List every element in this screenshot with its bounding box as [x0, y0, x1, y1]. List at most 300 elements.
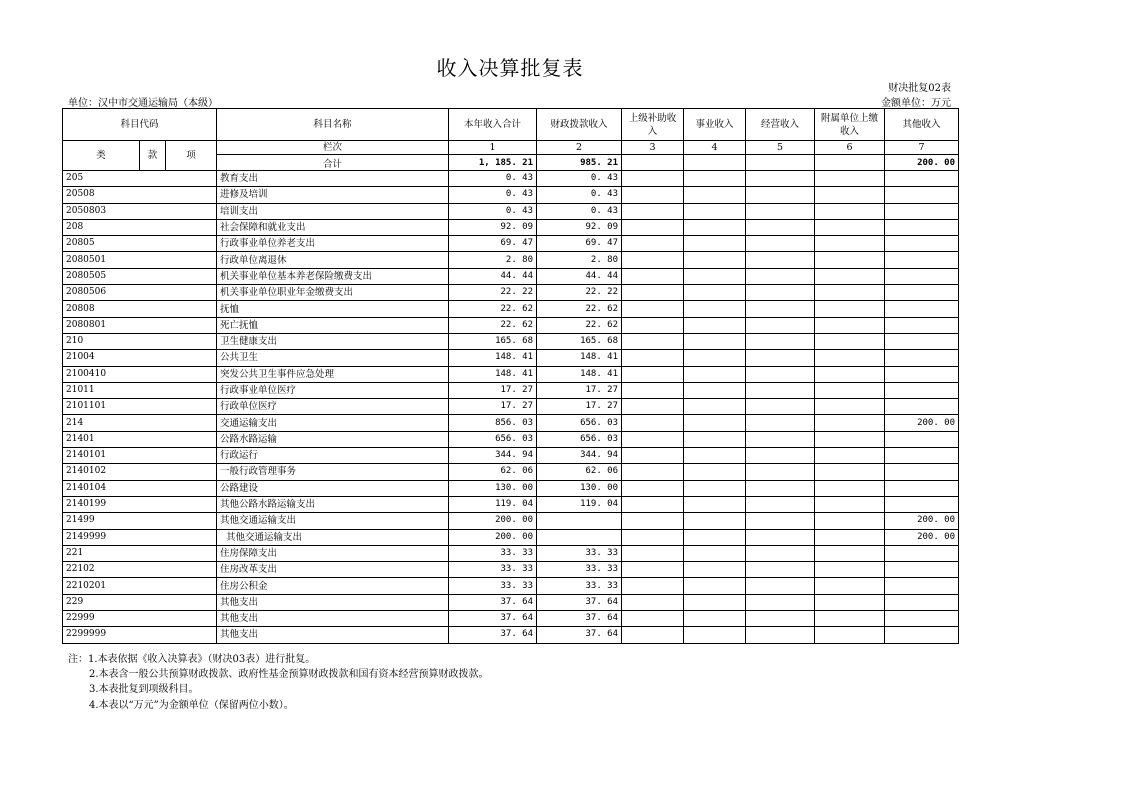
value-cell-col-4 — [684, 187, 746, 203]
note-3: 3.本表批复到项级科目。 — [89, 684, 199, 696]
value-cell-col-7 — [885, 203, 959, 219]
value-cell-col-3 — [622, 171, 684, 187]
value-cell-col-7 — [885, 431, 959, 447]
value-cell-col-2 — [537, 529, 622, 545]
table-row — [63, 496, 959, 512]
total-value-4 — [684, 155, 746, 171]
value-cell-col-2: 17. 27 — [537, 399, 622, 415]
table-row — [63, 317, 959, 333]
subject-code-cell: 20805 — [63, 236, 217, 252]
table-row — [63, 171, 959, 187]
value-cell-col-5 — [746, 350, 815, 366]
value-cell-col-3 — [622, 431, 684, 447]
value-cell-col-4 — [684, 513, 746, 529]
value-cell-col-3 — [622, 529, 684, 545]
value-cell-col-5 — [746, 268, 815, 284]
value-cell-col-6 — [815, 171, 885, 187]
value-cell-col-6 — [815, 464, 885, 480]
value-cell-col-6 — [815, 301, 885, 317]
table-row — [63, 252, 959, 268]
value-cell-col-6 — [815, 480, 885, 496]
value-cell-col-7 — [885, 236, 959, 252]
value-cell-col-7 — [885, 545, 959, 561]
value-cell-col-3 — [622, 562, 684, 578]
value-cell-col-4 — [684, 415, 746, 431]
value-cell-col-5 — [746, 594, 815, 610]
value-cell-col-5 — [746, 496, 815, 512]
value-cell-col-7 — [885, 480, 959, 496]
value-cell-col-6 — [815, 203, 885, 219]
value-cell-col-7 — [885, 464, 959, 480]
report-title: 收入决算批复表 — [436, 56, 584, 80]
value-cell-col-7 — [885, 382, 959, 398]
value-cell-col-3 — [622, 301, 684, 317]
value-cell-col-5 — [746, 578, 815, 594]
value-cell-col-2: 69. 47 — [537, 236, 622, 252]
table-row — [63, 464, 959, 480]
value-cell-col-6 — [815, 399, 885, 415]
total-value-1: 1, 185. 21 — [449, 155, 537, 171]
subject-name-cell: 住房保障支出 — [217, 545, 449, 561]
value-cell-col-6 — [815, 529, 885, 545]
note-4: 4.本表以“万元”为金额单位（保留两位小数）。 — [89, 699, 294, 711]
total-value-6 — [815, 155, 885, 171]
table-row — [63, 285, 959, 301]
value-cell-col-2: 656. 03 — [537, 415, 622, 431]
col-num-2: 2 — [537, 141, 622, 155]
subject-code-cell: 2050803 — [63, 203, 217, 219]
value-cell-col-3 — [622, 187, 684, 203]
value-cell-col-5 — [746, 562, 815, 578]
subject-code-cell: 2080501 — [63, 252, 217, 268]
value-cell-col-3 — [622, 448, 684, 464]
subject-name-cell: 行政事业单位养老支出 — [217, 236, 449, 252]
note-1: 注：1.本表依据《收入决算表》（财决03表）进行批复。 — [68, 654, 316, 665]
value-cell-col-5 — [746, 415, 815, 431]
subject-code-cell: 205 — [63, 171, 217, 187]
value-cell-col-1: 119. 04 — [449, 496, 537, 512]
subject-name-cell: 抚恤 — [217, 301, 449, 317]
value-cell-col-1: 62. 06 — [449, 464, 537, 480]
value-cell-col-7 — [885, 285, 959, 301]
value-cell-col-7: 200. 00 — [885, 529, 959, 545]
value-cell-col-6 — [815, 562, 885, 578]
value-cell-col-4 — [684, 219, 746, 235]
value-cell-col-6 — [815, 513, 885, 529]
table-row — [63, 301, 959, 317]
header-total-income: 本年收入合计 — [449, 109, 537, 141]
value-cell-col-6 — [815, 578, 885, 594]
subject-name-cell: 行政运行 — [217, 448, 449, 464]
subject-code-cell: 2140101 — [63, 448, 217, 464]
table-row — [63, 578, 959, 594]
col-num-5: 5 — [746, 141, 815, 155]
value-cell-col-2: 62. 06 — [537, 464, 622, 480]
header-section: 款 — [140, 141, 166, 171]
subject-name-cell: 其他支出 — [217, 611, 449, 627]
subject-name-cell: 突发公共卫生事件应急处理 — [217, 366, 449, 382]
value-cell-col-3 — [622, 382, 684, 398]
value-cell-col-4 — [684, 529, 746, 545]
value-cell-col-4 — [684, 171, 746, 187]
subject-name-cell: 其他支出 — [217, 627, 449, 643]
table-row — [63, 219, 959, 235]
value-cell-col-1: 22. 62 — [449, 301, 537, 317]
subject-code-cell: 22999 — [63, 611, 217, 627]
value-cell-col-4 — [684, 496, 746, 512]
value-cell-col-5 — [746, 171, 815, 187]
value-cell-col-3 — [622, 236, 684, 252]
header-institution-income: 事业收入 — [684, 109, 746, 141]
value-cell-col-5 — [746, 187, 815, 203]
value-cell-col-6 — [815, 448, 885, 464]
header-column-order: 栏次 — [217, 141, 449, 155]
value-cell-col-2: 37. 64 — [537, 594, 622, 610]
value-cell-col-3 — [622, 285, 684, 301]
value-cell-col-2: 44. 44 — [537, 268, 622, 284]
subject-code-cell: 221 — [63, 545, 217, 561]
value-cell-col-3 — [622, 611, 684, 627]
value-cell-col-5 — [746, 399, 815, 415]
value-cell-col-5 — [746, 545, 815, 561]
table-row — [63, 627, 959, 643]
value-cell-col-1: 344. 94 — [449, 448, 537, 464]
value-cell-col-7 — [885, 350, 959, 366]
value-cell-col-5 — [746, 382, 815, 398]
value-cell-col-1: 0. 43 — [449, 187, 537, 203]
subject-code-cell: 21401 — [63, 431, 217, 447]
table-row — [63, 399, 959, 415]
value-cell-col-4 — [684, 382, 746, 398]
value-cell-col-4 — [684, 448, 746, 464]
subject-code-cell: 2140199 — [63, 496, 217, 512]
value-cell-col-1: 33. 33 — [449, 545, 537, 561]
value-cell-col-7: 200. 00 — [885, 415, 959, 431]
value-cell-col-7 — [885, 366, 959, 382]
value-cell-col-2: 344. 94 — [537, 448, 622, 464]
value-cell-col-3 — [622, 252, 684, 268]
table-row — [63, 268, 959, 284]
table-row — [63, 415, 959, 431]
value-cell-col-4 — [684, 627, 746, 643]
value-cell-col-1: 148. 41 — [449, 350, 537, 366]
value-cell-col-5 — [746, 513, 815, 529]
value-cell-col-2: 119. 04 — [537, 496, 622, 512]
value-cell-col-6 — [815, 611, 885, 627]
value-cell-col-5 — [746, 464, 815, 480]
table-row — [63, 382, 959, 398]
header-superior-subsidy: 上级补助收入 — [622, 109, 684, 141]
value-cell-col-7 — [885, 611, 959, 627]
value-cell-col-5 — [746, 611, 815, 627]
value-cell-col-2: 148. 41 — [537, 366, 622, 382]
value-cell-col-3 — [622, 317, 684, 333]
value-cell-col-4 — [684, 285, 746, 301]
subject-name-cell: 公共卫生 — [217, 350, 449, 366]
value-cell-col-1: 37. 64 — [449, 627, 537, 643]
value-cell-col-7 — [885, 578, 959, 594]
subject-code-cell: 2140104 — [63, 480, 217, 496]
value-cell-col-4 — [684, 545, 746, 561]
value-cell-col-7 — [885, 496, 959, 512]
value-cell-col-5 — [746, 236, 815, 252]
value-cell-col-1: 44. 44 — [449, 268, 537, 284]
table-row — [63, 366, 959, 382]
value-cell-col-4 — [684, 317, 746, 333]
value-cell-col-7: 200. 00 — [885, 513, 959, 529]
currency-unit: 金额单位：万元 — [881, 98, 951, 109]
value-cell-col-3 — [622, 545, 684, 561]
value-cell-col-3 — [622, 496, 684, 512]
subject-code-cell: 2101101 — [63, 399, 217, 415]
value-cell-col-1: 33. 33 — [449, 562, 537, 578]
value-cell-col-3 — [622, 464, 684, 480]
value-cell-col-3 — [622, 578, 684, 594]
value-cell-col-3 — [622, 219, 684, 235]
value-cell-col-3 — [622, 415, 684, 431]
col-num-6: 6 — [815, 141, 885, 155]
subject-code-cell: 20808 — [63, 301, 217, 317]
col-num-7: 7 — [885, 141, 959, 155]
table-row — [63, 529, 959, 545]
subject-name-cell: 社会保障和就业支出 — [217, 219, 449, 235]
value-cell-col-4 — [684, 562, 746, 578]
value-cell-col-4 — [684, 203, 746, 219]
value-cell-col-6 — [815, 268, 885, 284]
table-row — [63, 611, 959, 627]
value-cell-col-7 — [885, 448, 959, 464]
value-cell-col-3 — [622, 333, 684, 349]
value-cell-col-4 — [684, 480, 746, 496]
value-cell-col-6 — [815, 333, 885, 349]
value-cell-col-5 — [746, 317, 815, 333]
value-cell-col-1: 69. 47 — [449, 236, 537, 252]
value-cell-col-1: 92. 09 — [449, 219, 537, 235]
value-cell-col-5 — [746, 529, 815, 545]
subject-name-cell: 行政事业单位医疗 — [217, 382, 449, 398]
subject-name-cell: 机关事业单位职业年金缴费支出 — [217, 285, 449, 301]
subject-name-cell: 行政单位离退休 — [217, 252, 449, 268]
subject-code-cell: 2080505 — [63, 268, 217, 284]
value-cell-col-7 — [885, 627, 959, 643]
value-cell-col-6 — [815, 350, 885, 366]
value-cell-col-2: 22. 22 — [537, 285, 622, 301]
subject-code-cell: 208 — [63, 219, 217, 235]
table-row — [63, 594, 959, 610]
value-cell-col-4 — [684, 578, 746, 594]
value-cell-col-5 — [746, 448, 815, 464]
value-cell-col-4 — [684, 431, 746, 447]
value-cell-col-1: 2. 80 — [449, 252, 537, 268]
total-value-2: 985. 21 — [537, 155, 622, 171]
subject-name-cell: 公路水路运输 — [217, 431, 449, 447]
value-cell-col-1: 656. 03 — [449, 431, 537, 447]
table-row — [63, 431, 959, 447]
subject-name-cell: 行政单位医疗 — [217, 399, 449, 415]
subject-name-cell: 培训支出 — [217, 203, 449, 219]
value-cell-col-5 — [746, 252, 815, 268]
subject-name-cell: 其他交通运输支出 — [217, 529, 449, 545]
value-cell-col-1: 148. 41 — [449, 366, 537, 382]
value-cell-col-1: 22. 22 — [449, 285, 537, 301]
value-cell-col-7 — [885, 219, 959, 235]
value-cell-col-5 — [746, 285, 815, 301]
subject-code-cell: 2140102 — [63, 464, 217, 480]
subject-code-cell: 21004 — [63, 350, 217, 366]
value-cell-col-5 — [746, 366, 815, 382]
value-cell-col-6 — [815, 496, 885, 512]
value-cell-col-2: 0. 43 — [537, 187, 622, 203]
header-operating-income: 经营收入 — [746, 109, 815, 141]
value-cell-col-5 — [746, 431, 815, 447]
subject-name-cell: 住房公积金 — [217, 578, 449, 594]
subject-code-cell: 229 — [63, 594, 217, 610]
table-row — [63, 187, 959, 203]
col-num-1: 1 — [449, 141, 537, 155]
value-cell-col-1: 0. 43 — [449, 203, 537, 219]
header-fiscal-allocation: 财政拨款收入 — [537, 109, 622, 141]
subject-code-cell: 2210201 — [63, 578, 217, 594]
subject-name-cell: 卫生健康支出 — [217, 333, 449, 349]
value-cell-col-4 — [684, 333, 746, 349]
value-cell-col-2: 33. 33 — [537, 545, 622, 561]
value-cell-col-5 — [746, 301, 815, 317]
value-cell-col-7 — [885, 171, 959, 187]
value-cell-col-6 — [815, 382, 885, 398]
subject-name-cell: 一般行政管理事务 — [217, 464, 449, 480]
table-row — [63, 513, 959, 529]
value-cell-col-5 — [746, 480, 815, 496]
table-row — [63, 448, 959, 464]
value-cell-col-1: 37. 64 — [449, 594, 537, 610]
reporting-unit: 单位：汉中市交通运输局（本级） — [68, 98, 218, 109]
value-cell-col-7 — [885, 399, 959, 415]
value-cell-col-4 — [684, 399, 746, 415]
value-cell-col-7 — [885, 252, 959, 268]
value-cell-col-2 — [537, 513, 622, 529]
subject-name-cell: 其他公路水路运输支出 — [217, 496, 449, 512]
total-value-3 — [622, 155, 684, 171]
value-cell-col-6 — [815, 431, 885, 447]
header-other-income: 其他收入 — [885, 109, 959, 141]
subject-code-cell: 214 — [63, 415, 217, 431]
value-cell-col-4 — [684, 268, 746, 284]
subject-name-cell: 教育支出 — [217, 171, 449, 187]
value-cell-col-6 — [815, 594, 885, 610]
value-cell-col-2: 33. 33 — [537, 562, 622, 578]
value-cell-col-2: 37. 64 — [537, 611, 622, 627]
value-cell-col-1: 22. 62 — [449, 317, 537, 333]
value-cell-col-7 — [885, 301, 959, 317]
table-row — [63, 333, 959, 349]
subject-code-cell: 2299999 — [63, 627, 217, 643]
value-cell-col-4 — [684, 366, 746, 382]
value-cell-col-2: 17. 27 — [537, 382, 622, 398]
value-cell-col-7 — [885, 333, 959, 349]
value-cell-col-6 — [815, 285, 885, 301]
form-number: 财决批复02表 — [888, 83, 951, 94]
table-row — [63, 545, 959, 561]
table-row — [63, 236, 959, 252]
value-cell-col-4 — [684, 236, 746, 252]
subject-name-cell: 进修及培训 — [217, 187, 449, 203]
subject-code-cell: 2080506 — [63, 285, 217, 301]
value-cell-col-2: 22. 62 — [537, 301, 622, 317]
value-cell-col-2: 92. 09 — [537, 219, 622, 235]
value-cell-col-5 — [746, 203, 815, 219]
value-cell-col-2: 37. 64 — [537, 627, 622, 643]
value-cell-col-4 — [684, 301, 746, 317]
value-cell-col-3 — [622, 399, 684, 415]
subject-name-cell: 其他支出 — [217, 594, 449, 610]
col-num-4: 4 — [684, 141, 746, 155]
value-cell-col-3 — [622, 268, 684, 284]
col-num-3: 3 — [622, 141, 684, 155]
value-cell-col-7 — [885, 562, 959, 578]
value-cell-col-3 — [622, 480, 684, 496]
header-affiliated-income: 附属单位上缴收入 — [815, 109, 885, 141]
value-cell-col-4 — [684, 464, 746, 480]
total-label: 合计 — [217, 155, 449, 171]
notes — [68, 652, 489, 713]
total-value-5 — [746, 155, 815, 171]
subject-name-cell: 交通运输支出 — [217, 415, 449, 431]
subject-code-cell: 20508 — [63, 187, 217, 203]
value-cell-col-1: 37. 64 — [449, 611, 537, 627]
value-cell-col-3 — [622, 366, 684, 382]
value-cell-col-1: 17. 27 — [449, 382, 537, 398]
subject-name-cell: 住房改革支出 — [217, 562, 449, 578]
total-value-7: 200. 00 — [885, 155, 959, 171]
subject-name-cell: 其他交通运输支出 — [217, 513, 449, 529]
value-cell-col-1: 856. 03 — [449, 415, 537, 431]
value-cell-col-3 — [622, 203, 684, 219]
value-cell-col-7 — [885, 268, 959, 284]
value-cell-col-6 — [815, 252, 885, 268]
value-cell-col-7 — [885, 594, 959, 610]
value-cell-col-3 — [622, 513, 684, 529]
value-cell-col-1: 200. 00 — [449, 529, 537, 545]
header-item: 项 — [166, 141, 217, 171]
value-cell-col-6 — [815, 415, 885, 431]
subject-code-cell: 21499 — [63, 513, 217, 529]
value-cell-col-6 — [815, 187, 885, 203]
subject-name-cell: 公路建设 — [217, 480, 449, 496]
table-row — [63, 350, 959, 366]
table-row — [63, 480, 959, 496]
value-cell-col-1: 130. 00 — [449, 480, 537, 496]
value-cell-col-6 — [815, 219, 885, 235]
subject-code-cell: 2149999 — [63, 529, 217, 545]
value-cell-col-2: 165. 68 — [537, 333, 622, 349]
value-cell-col-5 — [746, 333, 815, 349]
value-cell-col-6 — [815, 366, 885, 382]
value-cell-col-2: 148. 41 — [537, 350, 622, 366]
income-settlement-table — [62, 108, 959, 644]
note-2: 2.本表含一般公共预算财政拨款、政府性基金预算财政拨款和国有资本经营预算财政拨款。 — [89, 669, 489, 681]
value-cell-col-1: 33. 33 — [449, 578, 537, 594]
value-cell-col-2: 0. 43 — [537, 171, 622, 187]
value-cell-col-1: 0. 43 — [449, 171, 537, 187]
value-cell-col-3 — [622, 627, 684, 643]
subject-name-cell: 机关事业单位基本养老保险缴费支出 — [217, 268, 449, 284]
subject-code-cell: 22102 — [63, 562, 217, 578]
value-cell-col-7 — [885, 317, 959, 333]
value-cell-col-3 — [622, 350, 684, 366]
value-cell-col-2: 0. 43 — [537, 203, 622, 219]
subject-code-cell: 2080801 — [63, 317, 217, 333]
value-cell-col-7 — [885, 187, 959, 203]
